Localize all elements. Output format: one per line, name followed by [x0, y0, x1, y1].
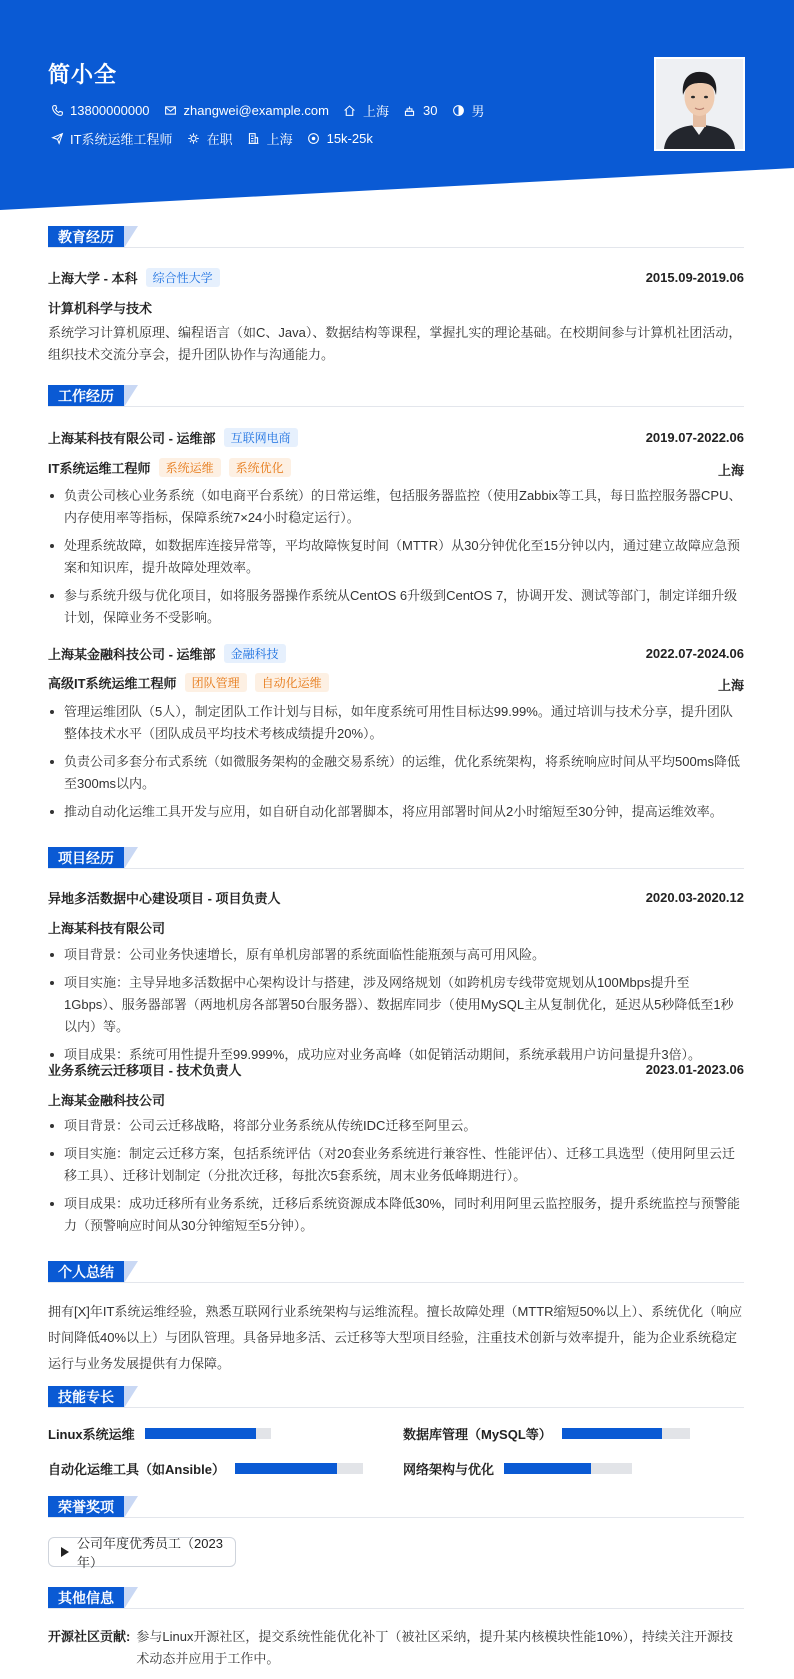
job-city: 上海 — [717, 463, 744, 478]
project-name: 异地多活数据中心建设项目 - 项目负责人 — [48, 891, 281, 906]
job-position-row — [48, 673, 329, 692]
work-section-title: 工作经历 — [48, 385, 124, 407]
skills-divider — [48, 1407, 744, 1408]
job-company: 上海某科技有限公司 - 运维部 — [48, 431, 216, 446]
work-divider — [48, 406, 744, 407]
school-tag: 综合性大学 — [146, 268, 220, 287]
phone-text: 13800000000 — [70, 103, 150, 118]
job-company-row — [48, 428, 298, 447]
email-text: zhangwei@example.com — [183, 103, 329, 118]
salary-item — [307, 131, 373, 146]
mail-icon — [164, 104, 178, 118]
list-item: 管理运维团队（5人），制定团队工作计划与目标，如年度系统可用性目标达99.99%。通过培训与技术分享，提升团队整体技术水平（团队成员平均技术考核成绩提升20%）。 — [48, 701, 744, 745]
skill-bar-fill — [145, 1428, 256, 1439]
education-description: 系统学习计算机原理、编程语言（如C、Java）、数据结构等课程，掌握扎实的理论基础。在校期间参与计算机社团活动，组织技术交流分享会，提升团队协作与沟通能力。 — [48, 325, 742, 362]
skill-name: 数据库管理（MySQL等） — [403, 1427, 552, 1442]
list-item: 推动自动化运维工具开发与应用，如自研自动化部署脚本，将应用部署时间从2小时缩短至30分钟，提高运维效率。 — [48, 801, 744, 823]
list-item: 项目背景：公司云迁移战略，将部分业务系统从传统IDC迁移至阿里云。 — [48, 1115, 744, 1137]
job-company: 上海某金融科技公司 - 运维部 — [48, 647, 216, 662]
skill-bar-fill — [504, 1463, 591, 1474]
award-text: 公司年度优秀员工（2023年） — [77, 1536, 223, 1570]
job-position-row — [48, 458, 291, 477]
job-position: 高级IT系统运维工程师 — [48, 676, 177, 691]
job-city: 上海 — [717, 678, 744, 693]
other-info-row — [48, 1626, 744, 1670]
candidate-name: 简小全 — [48, 62, 118, 87]
location-item — [343, 101, 389, 120]
email-item — [164, 103, 329, 118]
age-icon — [403, 104, 417, 118]
other-info-text: 参与Linux开源社区，提交系统性能优化补丁（被社区采纳，提升某内核模块性能10%），持续关注开源技术动态并应用于工作中。 — [136, 1629, 733, 1666]
age-text: 30 — [422, 103, 438, 118]
summary-divider — [48, 1282, 744, 1283]
skills-section-title: 技能专长 — [48, 1386, 124, 1408]
skill-bar — [145, 1428, 271, 1439]
gender-icon — [451, 104, 465, 118]
skill-bar — [504, 1463, 632, 1474]
home-icon — [343, 104, 357, 118]
job-date: 2022.07-2024.06 — [645, 646, 744, 661]
phone-item — [50, 103, 150, 118]
list-item: 项目实施：制定云迁移方案，包括系统评估（对20套业务系统进行兼容性、性能评估）、迁移工具选型（使用阿里云迁移工具）、迁移计划制定（分批次迁移，每批次5套系统，周末业务低峰期进行）。 — [48, 1143, 744, 1187]
summary-section-title: 个人总结 — [48, 1261, 124, 1283]
position-item — [50, 129, 173, 148]
project-date: 2020.03-2020.12 — [645, 890, 744, 905]
send-icon — [50, 132, 64, 146]
resume-header — [0, 0, 794, 210]
job-skill-tag: 系统优化 — [229, 458, 291, 477]
work-city-text: 上海 — [266, 132, 293, 147]
job-bullets — [48, 485, 744, 635]
list-item: 项目成果：成功迁移所有业务系统，迁移后系统资源成本降低30%，同时利用阿里云监控服务，提升系统监控与预警能力（预警响应时间从30分钟缩短至5分钟）。 — [48, 1193, 744, 1237]
location-text: 上海 — [362, 104, 389, 119]
projects-section-title: 项目经历 — [48, 847, 124, 869]
list-item: 项目背景：公司业务快速增长，原有单机房部署的系统面临性能瓶颈与高可用风险。 — [48, 944, 744, 966]
gender-text: 男 — [471, 104, 485, 119]
building-icon — [247, 132, 261, 146]
gender-item — [451, 101, 484, 120]
job-row — [50, 129, 387, 148]
project-company: 上海某金融科技公司 — [48, 1093, 166, 1108]
education-major: 计算机科学与技术 — [48, 301, 153, 316]
job-company-row — [48, 644, 286, 663]
salary-text: 15k-25k — [326, 131, 373, 146]
education-school-row — [48, 268, 220, 287]
salary-icon — [307, 132, 321, 146]
job-skill-tag: 团队管理 — [185, 673, 247, 692]
skill-bar-fill — [235, 1463, 337, 1474]
job-skill-tag: 系统运维 — [159, 458, 221, 477]
job-skill-tag: 自动化运维 — [255, 673, 329, 692]
project-bullets — [48, 1115, 744, 1243]
skill-item — [403, 1424, 690, 1443]
job-industry-tag: 互联网电商 — [224, 428, 298, 447]
skill-item — [403, 1459, 632, 1478]
list-item: 参与系统升级与优化项目，如将服务器操作系统从CentOS 6升级到CentOS 7，协调开发、测试等部门，制定详细升级计划，保障业务不受影响。 — [48, 585, 744, 629]
job-position: IT系统运维工程师 — [48, 461, 151, 476]
projects-divider — [48, 868, 744, 869]
job-industry-tag: 金融科技 — [224, 644, 286, 663]
job-bullets — [48, 701, 744, 829]
school-name: 上海大学 - 本科 — [48, 271, 138, 286]
status-text: 在职 — [206, 132, 233, 147]
age-item — [403, 103, 437, 118]
contact-row — [50, 101, 498, 120]
list-item: 项目成果：系统可用性提升至99.999%，成功应对业务高峰（如促销活动期间，系统承载用户访问量提升3倍）。 — [48, 1044, 744, 1066]
skill-item — [48, 1424, 271, 1443]
skill-name: Linux系统运维 — [48, 1427, 135, 1442]
list-item: 处理系统故障，如数据库连接异常等，平均故障恢复时间（MTTR）从30分钟优化至15分钟以内，通过建立故障应急预案和知识库，提升故障处理效率。 — [48, 535, 744, 579]
project-bullets — [48, 944, 744, 1072]
skill-bar — [235, 1463, 363, 1474]
profile-photo — [654, 57, 745, 151]
other-section-title: 其他信息 — [48, 1587, 124, 1609]
other-divider — [48, 1608, 744, 1609]
phone-icon — [50, 104, 64, 118]
status-icon — [187, 132, 201, 146]
status-item — [187, 129, 233, 148]
caret-right-icon — [61, 1547, 69, 1557]
summary-text: 拥有[X]年IT系统运维经验，熟悉互联网行业系统架构与运维流程。擅长故障处理（MTTR缩短50%以上）、系统优化（响应时间降低40%以上）与团队管理。具备异地多活、云迁移等大型项目经验，注重技术创新与效率提升，能为企业系统稳定运行与业务发展提供有力保障。 — [48, 1304, 743, 1371]
award-item[interactable] — [48, 1536, 236, 1570]
project-date: 2023.01-2023.06 — [645, 1062, 744, 1077]
skill-name: 网络架构与优化 — [403, 1462, 495, 1477]
skill-bar — [562, 1428, 690, 1439]
education-divider — [48, 247, 744, 248]
list-item: 负责公司核心业务系统（如电商平台系统）的日常运维，包括服务器监控（使用Zabbix等工具，每日监控服务器CPU、内存使用率等指标，保障系统7×24小时稳定运行）。 — [48, 485, 744, 529]
project-name: 业务系统云迁移项目 - 技术负责人 — [48, 1063, 242, 1078]
job-date: 2019.07-2022.06 — [645, 430, 744, 445]
other-info-label: 开源社区贡献: — [48, 1629, 131, 1644]
list-item: 负责公司多套分布式系统（如微服务架构的金融交易系统）的运维，优化系统架构，将系统响应时间从平均500ms降低至300ms以内。 — [48, 751, 744, 795]
project-company: 上海某科技有限公司 — [48, 921, 166, 936]
skill-name: 自动化运维工具（如Ansible） — [48, 1462, 225, 1477]
awards-divider — [48, 1517, 744, 1518]
skill-item — [48, 1459, 363, 1478]
education-date: 2015.09-2019.06 — [645, 270, 744, 285]
list-item: 项目实施：主导异地多活数据中心架构设计与搭建，涉及网络规划（如跨机房专线带宽规划从100Mbps提升至1Gbps）、服务器部署（两地机房各部署50台服务器）、数据库同步（使用MySQL主从复制优化，延迟从5秒降低至1秒以内）等。 — [48, 972, 744, 1038]
skill-bar-fill — [562, 1428, 662, 1439]
position-text: IT系统运维工程师 — [70, 132, 173, 147]
education-section-title: 教育经历 — [48, 226, 124, 248]
work-city-item — [247, 129, 293, 148]
awards-section-title: 荣誉奖项 — [48, 1496, 124, 1518]
